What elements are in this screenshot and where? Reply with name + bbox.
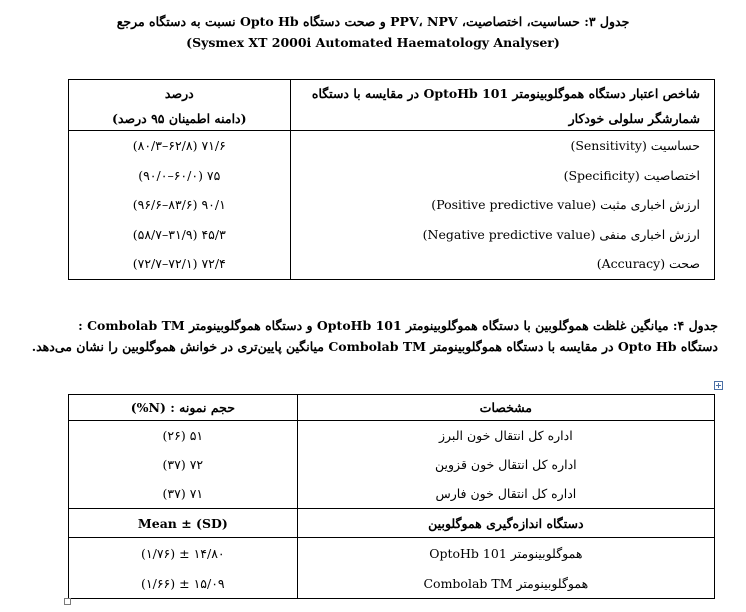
table4-row-value: ۷۲ (۳۷) — [69, 450, 298, 479]
table-row — [69, 538, 715, 569]
table3-header-col1-line2: شمارشگر سلولی خودکار — [290, 106, 714, 131]
table-row — [69, 220, 715, 250]
table4-row-label: اداره کل انتقال خون قزوین — [435, 457, 577, 472]
table4-row-value: ۵۱ (۲۶) — [69, 421, 298, 451]
table-move-handle-icon[interactable] — [714, 381, 723, 390]
table4-subheader-row — [69, 509, 715, 538]
table4-row-label: اداره کل انتقال خون البرز — [438, 428, 573, 443]
table4-row-value: ۷۱ (۳۷) — [69, 479, 298, 509]
table3-row-value: ۷۵ (۶۰/۰–۹۰/۰) — [69, 161, 291, 191]
table3-row-value: ۷۲/۴ (۷۲/۱–۷۲/۷) — [69, 249, 291, 279]
table4-header-col2: حجم نمونه : (N%) — [69, 395, 298, 421]
table3-row-value: ۷۱/۶ (۶۲/۸–۸۰/۳) — [69, 131, 291, 161]
table3-caption-sub: (Sysmex XT 2000i Automated Haematology Analyser) — [186, 35, 560, 50]
table3-row-label: ارزش اخباری منفی (Negative predictive value) — [422, 226, 700, 242]
table4-caption-line1: جدول ۴: میانگین غلظت هموگلوبین با دستگاه هموگلوبینومتر OptoHb 101 و دستگاه هموگلوبینومتر Combolab TM : — [78, 318, 718, 333]
table3 — [68, 79, 715, 280]
table4-caption-line2: دستگاه Opto Hb در مقایسه با دستگاه هموگلوبینومتر Combolab TM میانگین پایین‌تری در خوانش هموگلوبین را نشان می‌دهد. — [31, 339, 718, 354]
table3-row-label: صحت (Accuracy) — [596, 256, 700, 272]
table4-subheader-col1: دستگاه اندازه‌گیری هموگلوبین — [297, 509, 714, 538]
table3-header-col2-line2: (دامنه اطمینان ۹۵ درصد) — [69, 106, 291, 131]
table-row — [69, 568, 715, 599]
table4-row-label: اداره کل انتقال خون فارس — [435, 486, 577, 501]
table3-header-col2-line1: درصد — [69, 80, 291, 107]
table-row — [69, 131, 715, 161]
table3-header-row-2 — [69, 106, 715, 131]
table3-row-value: ۹۰/۱ (۸۳/۶–۹۶/۶) — [69, 190, 291, 220]
table-row — [69, 161, 715, 191]
table-row — [69, 479, 715, 509]
table3-row-label: اختصاصیت (Specificity) — [563, 167, 700, 183]
table3-caption: جدول ۳: حساسیت، اختصاصیت، PPV، NPV و صحت دستگاه Opto Hb نسبت به دستگاه مرجع — [116, 14, 630, 29]
table3-row-value: ۴۵/۳ (۳۱/۹–۵۸/۷) — [69, 220, 291, 250]
table-row — [69, 190, 715, 220]
table4-row2-value: ۱۵/۰۹ ± (۱/۶۶) — [69, 568, 298, 599]
table-resize-handle-icon[interactable] — [64, 598, 71, 605]
table4-header-col1: مشخصات — [297, 395, 714, 421]
table4 — [68, 394, 715, 599]
table-row — [69, 450, 715, 479]
table3-row-label: ارزش اخباری مثبت (Positive predictive value) — [431, 197, 700, 213]
table4-row2-value: ۱۴/۸۰ ± (۱/۷۶) — [69, 538, 298, 569]
table4-subheader-col2: Mean ± (SD) — [69, 509, 298, 538]
table4-row2-label: هموگلوبینومتر Combolab TM — [423, 575, 589, 591]
table3-header-row — [69, 80, 715, 107]
table4-caption — [30, 315, 718, 357]
table4-row2-label: هموگلوبینومتر OptoHb 101 — [429, 545, 583, 561]
table-row — [69, 249, 715, 279]
table-row — [69, 421, 715, 451]
table3-header-col1-line1: شاخص اعتبار دستگاه هموگلوبینومتر OptoHb 101 در مقایسه با دستگاه — [311, 85, 700, 101]
table3-row-label: حساسیت (Sensitivity) — [570, 138, 700, 154]
table4-header-row — [69, 395, 715, 421]
